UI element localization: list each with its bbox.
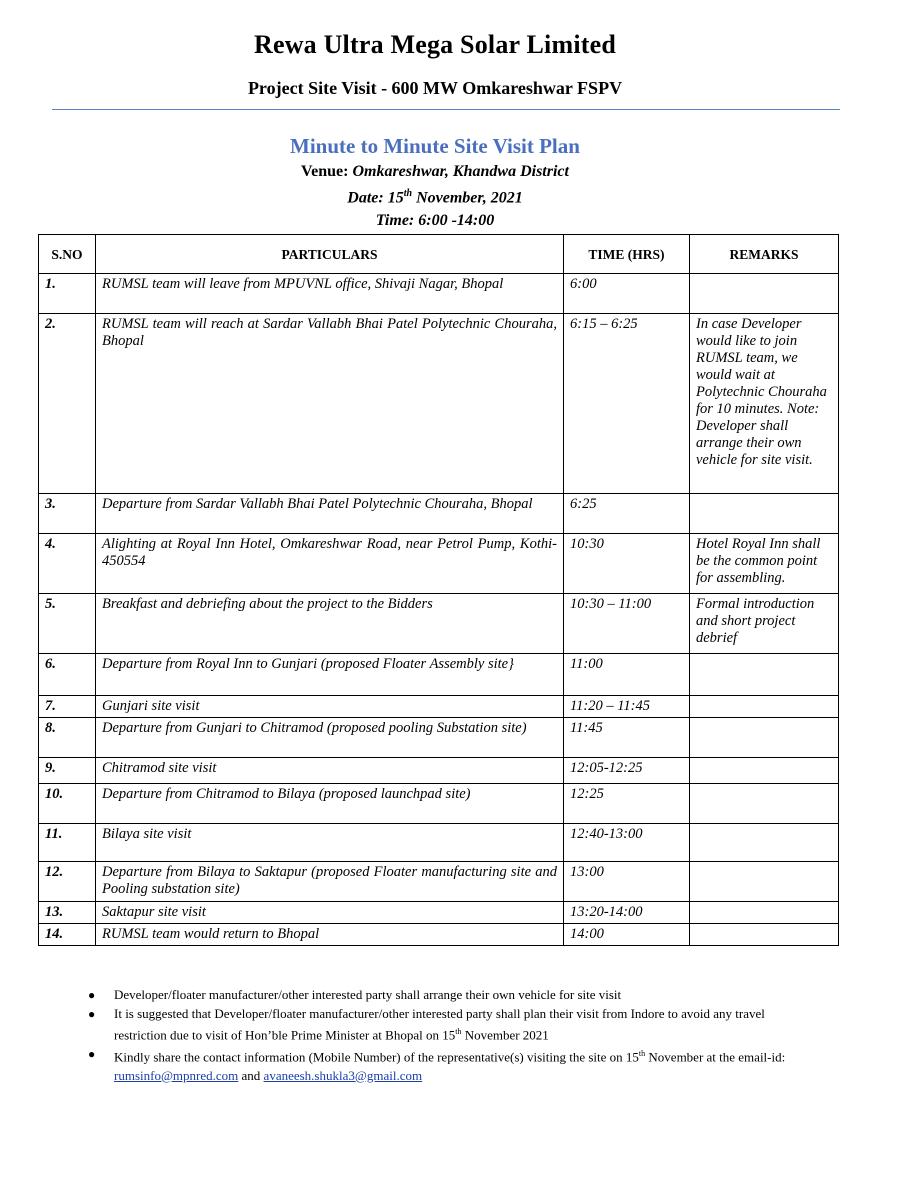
email-link-avaneesh[interactable]: avaneesh.shukla3@gmail.com bbox=[263, 1067, 423, 1083]
venue-label: Venue: bbox=[301, 163, 349, 180]
row-time: 11:45 bbox=[564, 718, 690, 758]
note-text-mid: November at the email-id: bbox=[645, 1049, 786, 1065]
row-remarks bbox=[690, 654, 839, 696]
table-row bbox=[39, 534, 839, 594]
date-prefix: Date: 15 bbox=[347, 189, 404, 207]
row-particulars: Departure from Bilaya to Saktapur (proposed Floater manufacturing site and Pooling substation site) bbox=[96, 862, 564, 902]
note-item bbox=[88, 986, 808, 1004]
row-particulars: RUMSL team will leave from MPUVNL office, Shivaji Nagar, Bhopal bbox=[96, 274, 564, 314]
row-time: 12:40-13:00 bbox=[564, 824, 690, 862]
row-particulars: Departure from Gunjari to Chitramod (proposed pooling Substation site) bbox=[96, 718, 564, 758]
row-sno: 7. bbox=[39, 696, 96, 718]
row-remarks bbox=[690, 862, 839, 902]
table-row bbox=[39, 784, 839, 824]
row-sno: 10. bbox=[39, 784, 96, 824]
row-particulars: Gunjari site visit bbox=[96, 696, 564, 718]
header-divider bbox=[52, 109, 840, 110]
note-text: Developer/floater manufacturer/other interested party shall arrange their own vehicle for site visit bbox=[114, 987, 622, 1002]
date-suffix-sup: th bbox=[403, 188, 413, 199]
row-sno: 14. bbox=[39, 924, 96, 946]
row-particulars: RUMSL team will reach at Sardar Vallabh Bhai Patel Polytechnic Chouraha, Bhopal bbox=[96, 314, 564, 494]
row-particulars: Departure from Royal Inn to Gunjari (proposed Floater Assembly site} bbox=[96, 654, 564, 696]
venue-line bbox=[0, 163, 870, 181]
row-remarks: Formal introduction and short project debrief bbox=[690, 594, 839, 654]
row-time: 10:30 – 11:00 bbox=[564, 594, 690, 654]
row-sno: 9. bbox=[39, 758, 96, 784]
site-visit-plan-table bbox=[38, 234, 839, 946]
note-text: Kindly share the contact information (Mobile Number) of the representative(s) visiting the site on 15 bbox=[114, 1049, 639, 1065]
table-row bbox=[39, 654, 839, 696]
row-remarks bbox=[690, 494, 839, 534]
row-particulars: Chitramod site visit bbox=[96, 758, 564, 784]
row-remarks bbox=[690, 696, 839, 718]
table-header-row bbox=[39, 235, 839, 274]
row-remarks bbox=[690, 824, 839, 862]
header-remarks: REMARKS bbox=[690, 235, 839, 274]
row-particulars: Saktapur site visit bbox=[96, 902, 564, 924]
plan-title: Minute to Minute Site Visit Plan bbox=[290, 134, 580, 158]
row-time: 11:20 – 11:45 bbox=[564, 696, 690, 718]
table-row bbox=[39, 494, 839, 534]
table-row bbox=[39, 758, 839, 784]
row-time: 14:00 bbox=[564, 924, 690, 946]
row-time: 13:20-14:00 bbox=[564, 902, 690, 924]
row-sno: 3. bbox=[39, 494, 96, 534]
table-row bbox=[39, 274, 839, 314]
note-sup: th bbox=[455, 1027, 462, 1036]
bullet-icon: ● bbox=[88, 1007, 96, 1021]
table-row bbox=[39, 862, 839, 902]
row-remarks bbox=[690, 758, 839, 784]
row-sno: 1. bbox=[39, 274, 96, 314]
bullet-icon: ● bbox=[88, 1047, 96, 1062]
header-time: TIME (HRS) bbox=[564, 235, 690, 274]
note-text: It is suggested that Developer/floater manufacturer/other interested party shall plan their visit from Indore to avoid any travel restriction due to visit of Hon’ble Prime Minister at Bhopal on 15 bbox=[114, 1006, 765, 1043]
row-remarks: In case Developer would like to join RUMSL team, we would wait at Polytechnic Chouraha for 10 minutes. Note: Developer shall arrange their own vehicle for site visit. bbox=[690, 314, 839, 494]
table-body bbox=[39, 274, 839, 946]
table-row bbox=[39, 824, 839, 862]
table-row bbox=[39, 594, 839, 654]
row-sno: 4. bbox=[39, 534, 96, 594]
row-sno: 8. bbox=[39, 718, 96, 758]
row-sno: 12. bbox=[39, 862, 96, 902]
header-particulars: PARTICULARS bbox=[96, 235, 564, 274]
row-particulars: Breakfast and debriefing about the project to the Bidders bbox=[96, 594, 564, 654]
and-text: and bbox=[238, 1067, 264, 1083]
organization-title: Rewa Ultra Mega Solar Limited bbox=[253, 30, 617, 59]
note-item bbox=[88, 1005, 808, 1044]
table-row bbox=[39, 902, 839, 924]
row-remarks bbox=[690, 924, 839, 946]
time-line: Time: 6:00 -14:00 bbox=[375, 212, 495, 229]
row-remarks bbox=[690, 902, 839, 924]
row-particulars: Bilaya site visit bbox=[96, 824, 564, 862]
row-remarks bbox=[690, 274, 839, 314]
email-link-rumsinfo[interactable]: rumsinfo@mpnred.com bbox=[114, 1067, 239, 1083]
table-row bbox=[39, 718, 839, 758]
note-item bbox=[88, 1045, 808, 1084]
row-remarks: Hotel Royal Inn shall be the common point for assembling. bbox=[690, 534, 839, 594]
row-time: 12:05-12:25 bbox=[564, 758, 690, 784]
row-time: 6:00 bbox=[564, 274, 690, 314]
note-sup: th bbox=[638, 1049, 646, 1059]
date-suffix: November, 2021 bbox=[412, 189, 523, 207]
header-sno: S.NO bbox=[39, 235, 96, 274]
row-sno: 13. bbox=[39, 902, 96, 924]
row-sno: 2. bbox=[39, 314, 96, 494]
row-sno: 6. bbox=[39, 654, 96, 696]
row-remarks bbox=[690, 784, 839, 824]
row-particulars: RUMSL team would return to Bhopal bbox=[96, 924, 564, 946]
notes-list bbox=[88, 986, 808, 1086]
row-particulars: Departure from Chitramod to Bilaya (proposed launchpad site) bbox=[96, 784, 564, 824]
date-line bbox=[0, 188, 870, 207]
row-particulars: Alighting at Royal Inn Hotel, Omkareshwar Road, near Petrol Pump, Kothi- 450554 bbox=[96, 534, 564, 594]
row-remarks bbox=[690, 718, 839, 758]
row-sno: 11. bbox=[39, 824, 96, 862]
venue-value: Omkareshwar, Khandwa District bbox=[352, 163, 569, 180]
note-text-end: November 2021 bbox=[461, 1027, 549, 1043]
row-time: 12:25 bbox=[564, 784, 690, 824]
table-row bbox=[39, 696, 839, 718]
row-time: 10:30 bbox=[564, 534, 690, 594]
bullet-icon: ● bbox=[88, 988, 96, 1002]
project-title: Project Site Visit - 600 MW Omkareshwar FSPV bbox=[247, 78, 623, 98]
row-particulars: Departure from Sardar Vallabh Bhai Patel Polytechnic Chouraha, Bhopal bbox=[96, 494, 564, 534]
table-row bbox=[39, 314, 839, 494]
row-time: 13:00 bbox=[564, 862, 690, 902]
row-time: 6:15 – 6:25 bbox=[564, 314, 690, 494]
row-sno: 5. bbox=[39, 594, 96, 654]
row-time: 6:25 bbox=[564, 494, 690, 534]
table-row bbox=[39, 924, 839, 946]
row-time: 11:00 bbox=[564, 654, 690, 696]
